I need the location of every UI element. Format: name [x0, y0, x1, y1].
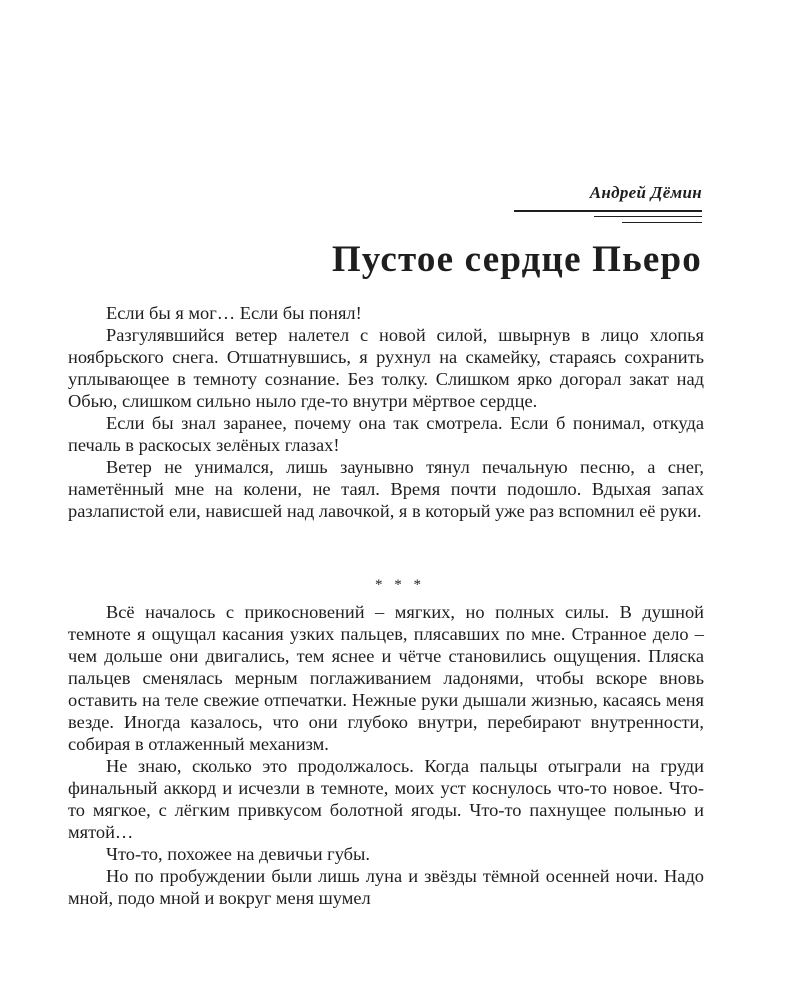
author-name: Андрей Дёмин: [589, 183, 702, 202]
text-block-part2: [68, 601, 704, 909]
paragraph: Но по пробуждении были лишь луна и звёзды тёмной осенней ночи. Надо мной, подо мной и вокруг меня шумел: [68, 866, 704, 908]
decorative-rule: [622, 222, 702, 223]
paragraph: Всё началось с прикосновений – мягких, но полных силы. В душной темноте я ощущал касания узких пальцев, плясавших по мне. Странное дело – чем дольше они двигались, тем яснее и чётче становились ощущения. Пляска пальцев сменялась мерным поглаживанием ладонями, чтобы вскоре вновь оставить на теле свежие отпечатки. Нежные руки дышали жизнью, касаясь меня везде. Иногда казалось, что они глубоко внутри, перебирают внутренности, собирая в отлаженный механизм.: [68, 602, 704, 754]
paragraph: Что-то, похожее на девичьи губы.: [106, 844, 370, 864]
story-title: Пустое сердце Пьеро: [331, 239, 702, 280]
section-separator: * * *: [375, 577, 425, 593]
text-block-part1: [68, 302, 704, 522]
paragraph: Если бы я мог… Если бы понял!: [106, 303, 362, 323]
decorative-rule: [594, 216, 702, 217]
decorative-rule: [514, 210, 702, 212]
paragraph: Разгулявшийся ветер налетел с новой силой, швырнув в лицо хлопья ноябрьского снега. Отшатнувшись, я рухнул на скамейку, стараясь сохранить уплывающее в темноту сознание. Без толку. Слишком ярко догорал закат над Обью, слишком сильно ныло где-то внутри мёртвое сердце.: [68, 325, 704, 411]
paragraph: Если бы знал заранее, почему она так смотрела. Если б понимал, откуда печаль в раскосых зелёных глазах!: [68, 413, 704, 455]
paragraph: Не знаю, сколько это продолжалось. Когда пальцы отыграли на груди финальный аккорд и исчезли в темноте, моих уст коснулось что-то новое. Что-то мягкое, с лёгким привкусом болотной ягоды. Что-то пахнущее полынью и мятой…: [68, 756, 704, 842]
paragraph: Ветер не унимался, лишь заунывно тянул печальную песню, а снег, наметённый мне на колени, не таял. Время почти подошло. Вдыхая запах разлапистой ели, нависшей над лавочкой, я в который уже раз вспомнил её руки.: [68, 457, 704, 521]
